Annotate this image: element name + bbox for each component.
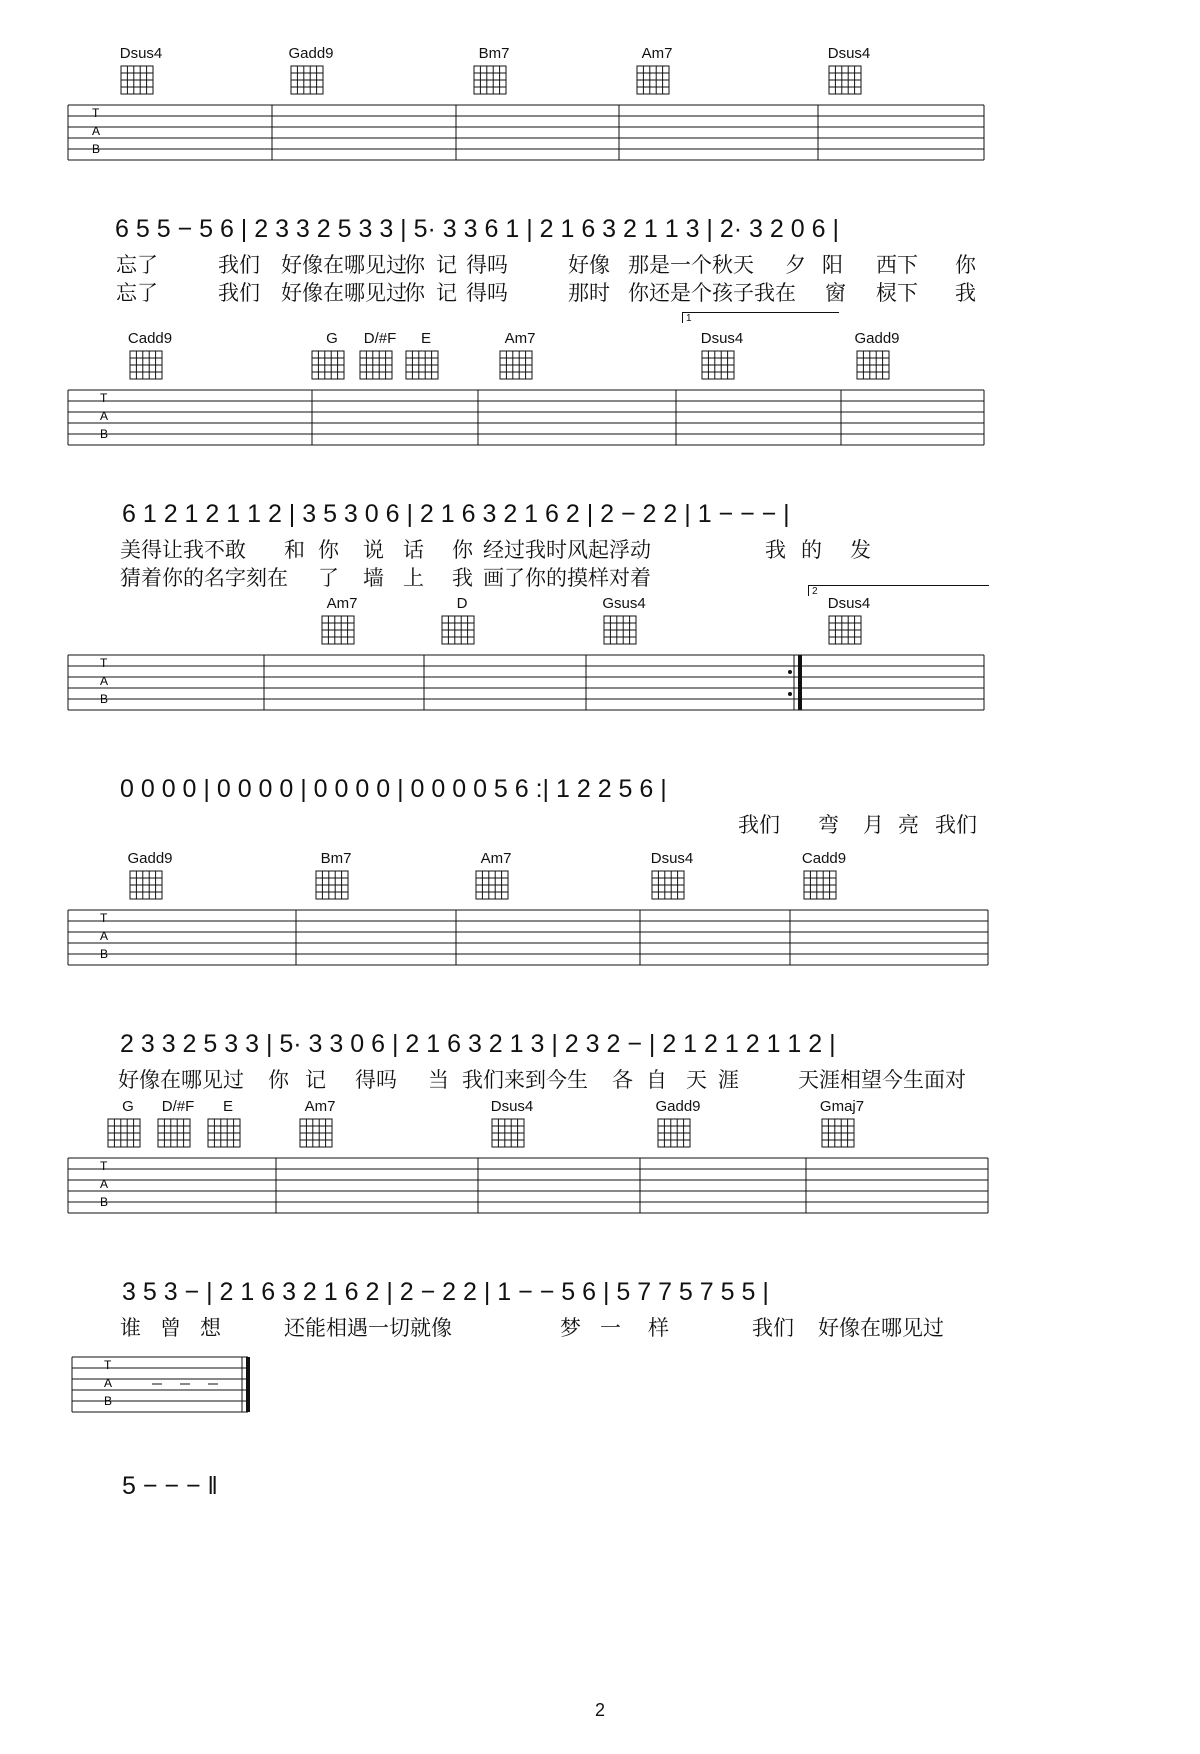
chord-grid-icon bbox=[438, 614, 478, 648]
lyric-word: 的 bbox=[801, 538, 822, 562]
chord-grid-icon bbox=[126, 869, 166, 903]
chord-diagram bbox=[818, 1098, 888, 1151]
chord-name: G bbox=[326, 330, 338, 347]
chord-grid-icon bbox=[698, 349, 738, 383]
chord-name: Am7 bbox=[504, 330, 536, 347]
lyric-word: 好像在哪见过 bbox=[281, 253, 407, 277]
svg-text:A: A bbox=[100, 929, 109, 943]
lyric-word: 梦 bbox=[560, 1316, 581, 1340]
chord-name: G bbox=[122, 1098, 134, 1115]
svg-text:B: B bbox=[100, 692, 109, 706]
lyric-word: 得吗 bbox=[466, 253, 508, 277]
chord-diagram bbox=[296, 1098, 366, 1151]
lyric-word: 我们 bbox=[738, 813, 780, 837]
lyric-word: 那时 bbox=[568, 281, 610, 305]
chord-diagram bbox=[488, 1098, 558, 1151]
chord-name: Dsus4 bbox=[700, 330, 744, 347]
chord-diagram bbox=[648, 850, 718, 903]
lyric-word: 那是一个秋天 bbox=[628, 253, 754, 277]
chord-diagram bbox=[853, 330, 923, 383]
chord-grid-icon bbox=[600, 614, 640, 648]
lyric-word: 西下 bbox=[876, 253, 918, 277]
chord-diagram bbox=[600, 595, 670, 648]
tab-staff-lines bbox=[0, 905, 1200, 985]
tab-staff-lines bbox=[0, 1153, 1200, 1233]
jianpu-notes: 5 − − − ‖ bbox=[122, 1472, 218, 1500]
jianpu-notes: 2 3 3 2 5 3 3 | 5· 3 3 0 6 | 2 1 6 3 2 1 3 | 2 3 2 − | 2 1 2 1 2 1 1 2 | bbox=[120, 1030, 836, 1058]
lyric-word: 棂下 bbox=[876, 281, 918, 305]
chord-diagram bbox=[496, 330, 566, 383]
lyric-word: 我 bbox=[765, 538, 786, 562]
lyric-word: 你 bbox=[404, 281, 425, 305]
chord-name: Am7 bbox=[641, 45, 673, 62]
svg-text:B: B bbox=[100, 427, 109, 441]
chord-diagram bbox=[126, 330, 196, 383]
svg-text:T: T bbox=[100, 911, 108, 925]
jianpu-line bbox=[0, 500, 1200, 536]
svg-text:B: B bbox=[100, 1195, 109, 1209]
chord-name: Am7 bbox=[326, 595, 358, 612]
svg-text:B: B bbox=[100, 947, 109, 961]
lyric-word: 忘了 bbox=[116, 253, 158, 277]
chord-name: Gsus4 bbox=[602, 595, 646, 612]
chord-grid-icon bbox=[287, 64, 327, 98]
chord-name: Gadd9 bbox=[854, 330, 900, 347]
chord-name: Dsus4 bbox=[119, 45, 163, 62]
lyric-word: 一 bbox=[600, 1316, 621, 1340]
chord-diagram bbox=[800, 850, 870, 903]
chord-grid-icon bbox=[154, 1117, 194, 1151]
jianpu-notes: 0 0 0 0 | 0 0 0 0 | 0 0 0 0 | 0 0 0 0 5 6 :| 1 2 2 5 6 | bbox=[120, 775, 667, 803]
lyric-word: 我们 bbox=[218, 281, 260, 305]
svg-text:A: A bbox=[92, 124, 101, 138]
jianpu-line bbox=[0, 215, 1200, 251]
lyric-word: 好像 bbox=[568, 253, 610, 277]
lyric-word: 样 bbox=[648, 1316, 669, 1340]
chord-grid-icon bbox=[470, 64, 510, 98]
lyric-word: 阳 bbox=[822, 253, 843, 277]
jianpu-line bbox=[0, 1278, 1200, 1314]
chord-grid-icon bbox=[825, 64, 865, 98]
chord-name: Am7 bbox=[480, 850, 512, 867]
lyric-word: 天涯相望今生面对 bbox=[798, 1068, 966, 1092]
svg-text:A: A bbox=[104, 1376, 113, 1390]
lyric-word: 我 bbox=[452, 566, 473, 590]
lyric-word: 我们来到今生 bbox=[462, 1068, 588, 1092]
jianpu-line bbox=[0, 1030, 1200, 1066]
lyric-word: 经过我时风起浮动 bbox=[483, 538, 651, 562]
lyric-word: 发 bbox=[850, 538, 871, 562]
lyric-word: 猜着你的名字刻在 bbox=[120, 566, 288, 590]
lyric-word: 好像在哪见过 bbox=[818, 1316, 944, 1340]
lyric-word: 弯 bbox=[818, 813, 839, 837]
lyric-word: 自 bbox=[646, 1068, 667, 1092]
lyric-word: 记 bbox=[436, 281, 457, 305]
chord-diagram bbox=[825, 45, 895, 98]
svg-text:T: T bbox=[92, 106, 100, 120]
chord-name: Cadd9 bbox=[801, 850, 847, 867]
lyric-word: 你 bbox=[318, 538, 339, 562]
lyric-word: 天 bbox=[686, 1068, 707, 1092]
lyric-word: 记 bbox=[305, 1068, 326, 1092]
lyric-word: 说 bbox=[363, 538, 384, 562]
lyric-word: 和 bbox=[284, 538, 305, 562]
lyric-word: 得吗 bbox=[355, 1068, 397, 1092]
chord-grid-icon bbox=[402, 349, 442, 383]
lyric-word: 话 bbox=[403, 538, 424, 562]
svg-text:B: B bbox=[92, 142, 101, 156]
page-number: 2 bbox=[594, 1700, 605, 1720]
chord-diagram bbox=[312, 850, 382, 903]
lyric-word: 你 bbox=[268, 1068, 289, 1092]
lyric-word: 我们 bbox=[935, 813, 977, 837]
svg-text:A: A bbox=[100, 674, 109, 688]
chord-grid-icon bbox=[126, 349, 166, 383]
chord-name: E bbox=[420, 330, 431, 347]
lyric-word: 了 bbox=[318, 566, 339, 590]
chord-name: D bbox=[456, 595, 468, 612]
lyric-word: 涯 bbox=[718, 1068, 739, 1092]
chord-diagram bbox=[698, 330, 768, 383]
chord-diagram bbox=[825, 595, 895, 648]
lyric-word: 墙 bbox=[363, 566, 384, 590]
lyric-word: 画了你的摸样对着 bbox=[483, 566, 651, 590]
volta-number: 1 bbox=[686, 313, 692, 324]
chord-grid-icon bbox=[488, 1117, 528, 1151]
svg-text:T: T bbox=[100, 656, 108, 670]
chord-name: Dsus4 bbox=[490, 1098, 534, 1115]
chord-name: Dsus4 bbox=[650, 850, 694, 867]
jianpu-line bbox=[0, 1472, 1200, 1508]
chord-grid-icon bbox=[654, 1117, 694, 1151]
jianpu-line bbox=[0, 775, 1200, 811]
lyric-word: 夕 bbox=[785, 253, 806, 277]
chord-grid-icon bbox=[104, 1117, 144, 1151]
lyric-word: 曾 bbox=[160, 1316, 181, 1340]
lyric-word: 你 bbox=[955, 253, 976, 277]
chord-name: Dsus4 bbox=[827, 595, 871, 612]
chord-grid-icon bbox=[472, 869, 512, 903]
lyric-word: 你 bbox=[452, 538, 473, 562]
chord-diagram bbox=[318, 595, 388, 648]
chord-grid-icon bbox=[496, 349, 536, 383]
lyric-word: 当 bbox=[428, 1068, 449, 1092]
chord-name: Gadd9 bbox=[655, 1098, 701, 1115]
lyric-word: 想 bbox=[200, 1316, 221, 1340]
chord-name: Bm7 bbox=[478, 45, 510, 62]
chord-diagram bbox=[654, 1098, 724, 1151]
svg-text:T: T bbox=[100, 391, 108, 405]
tab-staff-lines bbox=[0, 1352, 300, 1432]
lyric-word: 我 bbox=[955, 281, 976, 305]
chord-name: D/#F bbox=[363, 330, 397, 347]
chord-grid-icon bbox=[648, 869, 688, 903]
lyric-word: 美得让我不敢 bbox=[120, 538, 246, 562]
chord-grid-icon bbox=[117, 64, 157, 98]
tab-staff-lines bbox=[0, 385, 1200, 465]
chord-name: Am7 bbox=[304, 1098, 336, 1115]
chord-diagram bbox=[472, 850, 542, 903]
chord-name: Bm7 bbox=[320, 850, 352, 867]
tab-staff-lines bbox=[0, 650, 1200, 730]
svg-text:A: A bbox=[100, 1177, 109, 1191]
chord-name: Gadd9 bbox=[127, 850, 173, 867]
chord-grid-icon bbox=[633, 64, 673, 98]
jianpu-notes: 6 1 2 1 2 1 1 2 | 3 5 3 0 6 | 2 1 6 3 2 1 6 2 | 2 − 2 2 | 1 − − − | bbox=[122, 500, 790, 528]
lyric-word: 还能相遇一切就像 bbox=[284, 1316, 452, 1340]
svg-text:T: T bbox=[100, 1159, 108, 1173]
chord-name: Cadd9 bbox=[127, 330, 173, 347]
lyric-word: 上 bbox=[403, 566, 424, 590]
svg-text:T: T bbox=[104, 1358, 112, 1372]
volta-2 bbox=[808, 585, 989, 596]
lyric-word: 我们 bbox=[752, 1316, 794, 1340]
lyric-word: 各 bbox=[612, 1068, 633, 1092]
volta-1 bbox=[682, 312, 839, 323]
lyric-word: 你还是个孩子我在 bbox=[628, 281, 796, 305]
jianpu-notes: 3 5 3 − | 2 1 6 3 2 1 6 2 | 2 − 2 2 | 1 − − 5 6 | 5 7 7 5 7 5 5 | bbox=[122, 1278, 769, 1306]
chord-grid-icon bbox=[296, 1117, 336, 1151]
chord-name: E bbox=[222, 1098, 233, 1115]
chord-diagram bbox=[633, 45, 703, 98]
chord-diagram bbox=[126, 850, 196, 903]
volta-number: 2 bbox=[812, 586, 818, 597]
svg-text:B: B bbox=[104, 1394, 113, 1408]
chord-name: D/#F bbox=[161, 1098, 195, 1115]
chord-grid-icon bbox=[356, 349, 396, 383]
chord-grid-icon bbox=[825, 614, 865, 648]
chord-diagram bbox=[438, 595, 508, 648]
chord-name: Gmaj7 bbox=[819, 1098, 865, 1115]
chord-grid-icon bbox=[818, 1117, 858, 1151]
lyric-word: 好像在哪见过 bbox=[281, 281, 407, 305]
lyric-word: 你 bbox=[404, 253, 425, 277]
chord-diagram bbox=[287, 45, 357, 98]
lyric-word: 谁 bbox=[120, 1316, 141, 1340]
chord-diagram bbox=[204, 1098, 274, 1151]
lyric-word: 忘了 bbox=[116, 281, 158, 305]
jianpu-notes: 6 5 5 − 5 6 | 2 3 3 2 5 3 3 | 5· 3 3 6 1 | 2 1 6 3 2 1 1 3 | 2· 3 2 0 6 | bbox=[115, 215, 839, 243]
chord-name: Dsus4 bbox=[827, 45, 871, 62]
chord-grid-icon bbox=[308, 349, 348, 383]
chord-grid-icon bbox=[318, 614, 358, 648]
chord-name: Gadd9 bbox=[288, 45, 334, 62]
lyric-word: 我们 bbox=[218, 253, 260, 277]
chord-grid-icon bbox=[853, 349, 893, 383]
lyric-word: 记 bbox=[436, 253, 457, 277]
lyric-word: 好像在哪见过 bbox=[118, 1068, 244, 1092]
chord-diagram bbox=[402, 330, 472, 383]
lyric-word: 得吗 bbox=[466, 281, 508, 305]
lyric-word: 亮 bbox=[898, 813, 919, 837]
chord-grid-icon bbox=[204, 1117, 244, 1151]
chord-diagram bbox=[117, 45, 187, 98]
chord-grid-icon bbox=[800, 869, 840, 903]
lyric-word: 窗 bbox=[825, 281, 846, 305]
svg-text:A: A bbox=[100, 409, 109, 423]
lyric-word: 月 bbox=[863, 813, 884, 837]
chord-grid-icon bbox=[312, 869, 352, 903]
chord-diagram bbox=[470, 45, 540, 98]
